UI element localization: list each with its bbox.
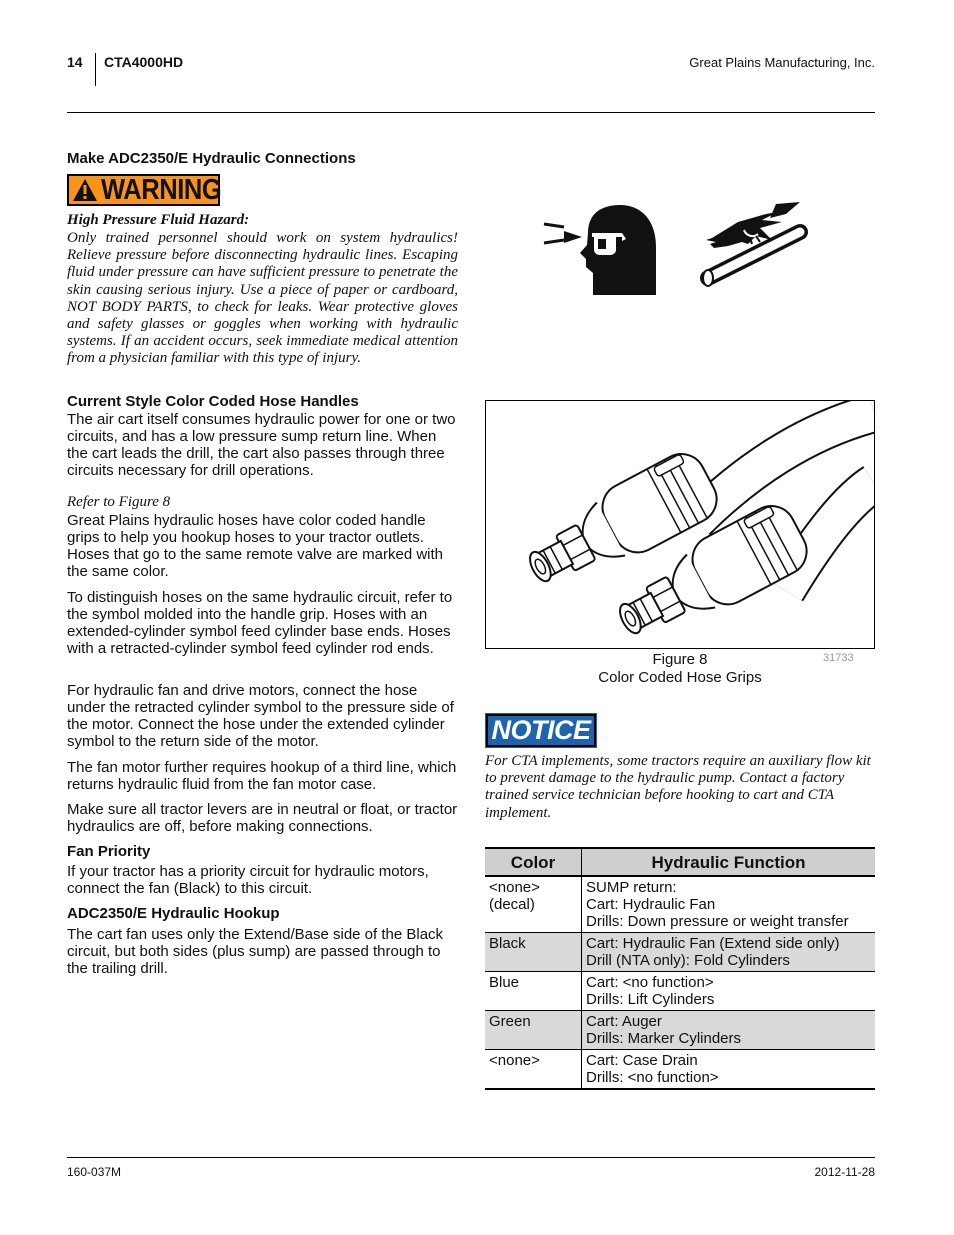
- function-cell: Cart: Hydraulic Fan (Extend side only) Drill (NTA only): Fold Cylinders: [582, 933, 876, 972]
- table-header-color: Color: [485, 848, 582, 876]
- doc-number: 160-037M: [67, 1165, 122, 1179]
- current-style-p5: The fan motor further requires hookup of a third line, which returns hydraulic fluid from the fan motor case.: [67, 759, 457, 793]
- fan-priority-p1: If your tractor has a priority circuit for hydraulic motors, connect the fan (Black) to this circuit.: [67, 863, 429, 897]
- current-style-heading: Current Style Color Coded Hose Handles: [67, 393, 359, 410]
- eye-protection-icon: [540, 203, 660, 298]
- figure-reference: Refer to Figure 8: [67, 494, 171, 510]
- header-rule: [67, 112, 875, 113]
- fan-priority-heading: Fan Priority: [67, 843, 151, 860]
- current-style-p3: To distinguish hoses on the same hydraulic circuit, refer to the symbol molded into the handle grip. Hoses with an extended-cylinder symbol feed cylinder base ends. Hoses with a retracted-cylinder symbol feed cylinder rod ends.: [67, 589, 453, 657]
- figure-part-id: 31733: [823, 652, 854, 664]
- page-number: 14: [67, 54, 83, 70]
- table-row: [485, 933, 875, 972]
- hazard-title: High Pressure Fluid Hazard:: [67, 212, 250, 228]
- header-divider-vertical: [95, 53, 96, 86]
- notice-label: [486, 714, 596, 747]
- current-style-p6: Make sure all tractor levers are in neutral or float, or tractor hydraulics are off, before making connections.: [67, 801, 458, 835]
- table-row: [485, 876, 875, 933]
- company-name: Great Plains Manufacturing, Inc.: [689, 55, 875, 70]
- table-row: [485, 972, 875, 1011]
- model-name: CTA4000HD: [104, 54, 184, 70]
- current-style-p1: The air cart itself consumes hydraulic power for one or two circuits, and has a low pressure sump return line. When the cart leads the drill, the cart also passes through three circuits necessary for drill operations.: [67, 411, 456, 479]
- warning-label: [67, 174, 220, 206]
- revision-date: 2012-11-28: [814, 1165, 875, 1179]
- function-cell: SUMP return: Cart: Hydraulic Fan Drills: Down pressure or weight transfer: [582, 876, 876, 933]
- function-cell: Cart: Case Drain Drills: <no function>: [582, 1050, 876, 1090]
- figure-box: [485, 400, 875, 649]
- hookup-p1: The cart fan uses only the Extend/Base side of the Black circuit, but both sides (plus sump) are passed through to the trailing drill.: [67, 926, 444, 977]
- table-row: [485, 1050, 875, 1090]
- color-cell: Green: [485, 1011, 582, 1050]
- hookup-heading: ADC2350/E Hydraulic Hookup: [67, 905, 280, 922]
- notice-text: NOTICE: [491, 715, 591, 745]
- warning-text: WARNING: [101, 173, 222, 206]
- current-style-p2: Great Plains hydraulic hoses have color coded handle grips to help you hookup hoses to your tractor outlets. Hoses that go to the same remote valve are marked with the same color.: [67, 512, 444, 580]
- color-cell: Black: [485, 933, 582, 972]
- function-cell: Cart: Auger Drills: Marker Cylinders: [582, 1011, 876, 1050]
- function-cell: Cart: <no function> Drills: Lift Cylinders: [582, 972, 876, 1011]
- color-cell: Blue: [485, 972, 582, 1011]
- hydraulic-function-table: [485, 847, 875, 1090]
- table-header-function: Hydraulic Function: [582, 848, 876, 876]
- current-style-p4: For hydraulic fan and drive motors, connect the hose under the retracted cylinder symbol to the pressure side of the motor. Connect the hose under the extended cylinder symbol to the return side of the motor.: [67, 682, 454, 750]
- table-row: [485, 1011, 875, 1050]
- warning-body: Only trained personnel should work on system hydraulics! Relieve pressure before disconnecting hydraulic lines. Escaping fluid under pressure can have sufficient pressure to penetrate the skin causing serious injury. Use a piece of paper or cardboard, NOT BODY PARTS, to check for leaks. Wear protective gloves and safety glasses or goggles when working with hydraulic systems. If an accident occurs, seek immediate medical attention from a physician familiar with this type of injury.: [67, 230, 458, 367]
- color-cell: <none>: [485, 1050, 582, 1090]
- footer-rule: [67, 1157, 875, 1158]
- figure-caption: Color Coded Hose Grips: [598, 669, 762, 686]
- notice-body: For CTA implements, some tractors require an auxiliary flow kit to prevent damage to the hydraulic pump. Contact a factory trained service technician before hooking to cart and CTA implement.: [485, 753, 871, 821]
- figure-number: Figure 8: [652, 651, 708, 668]
- color-cell: <none> (decal): [485, 876, 582, 933]
- hose-grips-illustration: [486, 401, 874, 648]
- glove-hand-icon: [700, 200, 812, 292]
- warning-triangle-icon: [72, 178, 98, 202]
- section-title: Make ADC2350/E Hydraulic Connections: [67, 150, 356, 167]
